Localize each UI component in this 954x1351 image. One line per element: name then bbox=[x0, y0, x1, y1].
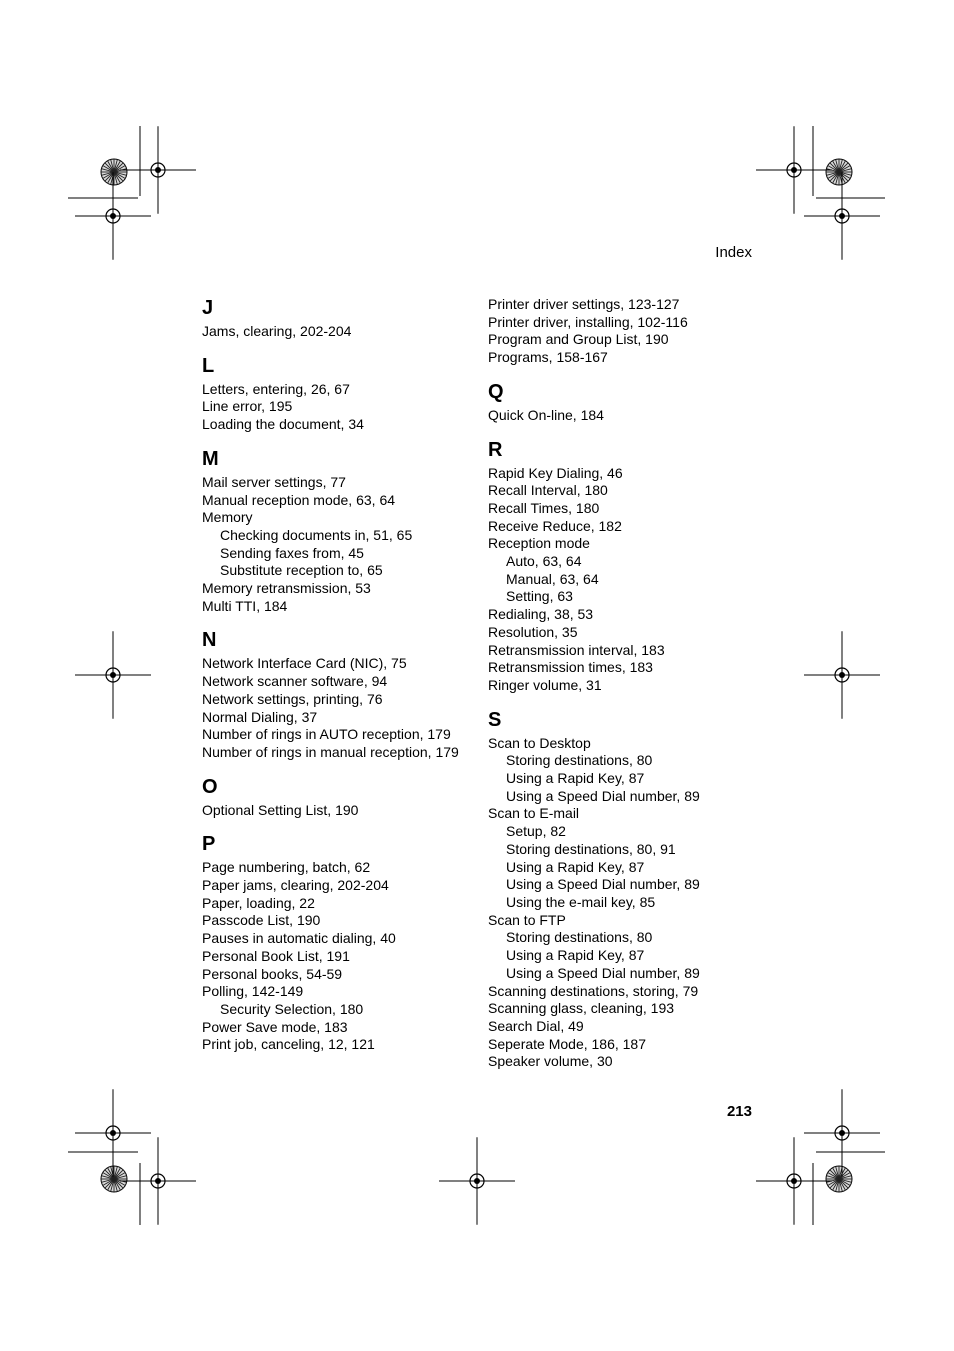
index-entry-list bbox=[488, 735, 768, 1071]
index-subentry: Using a Speed Dial number, 89 bbox=[506, 876, 700, 893]
registration-target-dot bbox=[474, 1178, 480, 1184]
index-subentry: Setting, 63 bbox=[506, 588, 573, 605]
index-section bbox=[488, 296, 768, 367]
index-entry: Quick On-line, 184 bbox=[488, 406, 604, 423]
index-subentry: Using a Rapid Key, 87 bbox=[506, 858, 645, 875]
registration-target-dot bbox=[839, 1130, 845, 1136]
index-entry: Passcode List, 190 bbox=[202, 912, 321, 929]
index-section bbox=[202, 296, 482, 341]
section-letter-heading: J bbox=[202, 297, 214, 319]
index-entry: Network scanner software, 94 bbox=[202, 673, 388, 690]
index-entry: Power Save mode, 183 bbox=[202, 1018, 348, 1035]
index-entry: Memory bbox=[202, 509, 253, 526]
section-letter-heading: P bbox=[202, 833, 216, 856]
index-section bbox=[488, 708, 768, 1071]
index-entry: Receive Reduce, 182 bbox=[488, 517, 622, 534]
index-subentry: Using a Rapid Key, 87 bbox=[506, 947, 645, 964]
index-entry: Mail server settings, 77 bbox=[202, 473, 346, 490]
index-entry: Number of rings in AUTO reception, 179 bbox=[202, 726, 451, 743]
index-subentry: Storing destinations, 80 bbox=[506, 752, 653, 769]
index-entry: Paper, loading, 22 bbox=[202, 894, 315, 911]
index-entry: Seperate Mode, 186, 187 bbox=[488, 1035, 647, 1052]
index-subentry: Using a Rapid Key, 87 bbox=[506, 770, 645, 787]
registration-target-dot bbox=[791, 1178, 797, 1184]
registration-target-dot bbox=[839, 672, 845, 678]
index-entry-list bbox=[202, 655, 482, 761]
index-entry: Paper jams, clearing, 202-204 bbox=[202, 877, 389, 894]
index-subentry: Using the e-mail key, 85 bbox=[506, 893, 656, 910]
registration-target-dot bbox=[110, 1130, 116, 1136]
index-subentry: Manual, 63, 64 bbox=[506, 570, 599, 587]
index-entry: Manual reception mode, 63, 64 bbox=[202, 491, 396, 508]
section-letter-heading: Q bbox=[488, 380, 504, 403]
index-subentry: Security Selection, 180 bbox=[220, 1000, 364, 1017]
index-entry: Redialing, 38, 53 bbox=[488, 606, 594, 623]
index-entry: Rapid Key Dialing, 46 bbox=[488, 464, 623, 481]
registration-target-dot bbox=[110, 672, 116, 678]
index-subentry: Setup, 82 bbox=[506, 823, 566, 840]
index-entry: Scanning destinations, storing, 79 bbox=[488, 982, 699, 999]
index-entry-list bbox=[488, 465, 768, 695]
section-letter-heading: N bbox=[202, 629, 217, 652]
index-entry: Search Dial, 49 bbox=[488, 1017, 584, 1034]
index-entry: Retransmission interval, 183 bbox=[488, 641, 665, 658]
index-subentry: Using a Speed Dial number, 89 bbox=[506, 787, 700, 804]
index-subentry: Storing destinations, 80 bbox=[506, 929, 653, 946]
page-number: 213 bbox=[726, 1103, 752, 1120]
index-entry-list bbox=[202, 381, 482, 434]
index-entry: Scan to E-mail bbox=[488, 805, 580, 822]
index-entry: Page numbering, batch, 62 bbox=[202, 859, 371, 876]
index-entry: Network Interface Card (NIC), 75 bbox=[202, 655, 407, 672]
index-section bbox=[202, 628, 482, 761]
index-entry: Print job, canceling, 12, 121 bbox=[202, 1036, 375, 1053]
registration-target-dot bbox=[839, 213, 845, 219]
index-entry: Multi TTI, 184 bbox=[202, 597, 288, 614]
index-subentry: Auto, 63, 64 bbox=[506, 553, 582, 570]
registration-target-dot bbox=[791, 167, 797, 173]
index-entry: Program and Group List, 190 bbox=[488, 331, 669, 348]
index-entry: Scan to FTP bbox=[488, 911, 566, 928]
index-subentry: Substitute reception to, 65 bbox=[220, 562, 383, 579]
index-entry: Polling, 142-149 bbox=[202, 983, 304, 1000]
section-letter-heading: O bbox=[202, 775, 218, 798]
index-entry-list bbox=[202, 323, 482, 341]
index-section bbox=[488, 438, 768, 695]
index-subentry: Using a Speed Dial number, 89 bbox=[506, 964, 700, 981]
index-entry: Resolution, 35 bbox=[488, 623, 578, 640]
index-section bbox=[488, 380, 768, 425]
index-entry: Loading the document, 34 bbox=[202, 416, 364, 433]
index-entry-list bbox=[202, 474, 482, 616]
index-column-right bbox=[488, 296, 768, 1084]
index-entry: Optional Setting List, 190 bbox=[202, 801, 359, 818]
registration-target-dot bbox=[155, 1178, 161, 1184]
index-entry-list bbox=[488, 407, 768, 425]
index-entry: Ringer volume, 31 bbox=[488, 676, 602, 693]
index-entry: Recall Interval, 180 bbox=[488, 482, 608, 499]
section-letter-heading: L bbox=[202, 354, 215, 377]
index-section bbox=[202, 832, 482, 1054]
index-entry: Memory retransmission, 53 bbox=[202, 580, 371, 597]
index-entry: Letters, entering, 26, 67 bbox=[202, 380, 350, 397]
index-entry: Printer driver settings, 123-127 bbox=[488, 296, 680, 312]
index-entry: Number of rings in manual reception, 179 bbox=[202, 743, 459, 760]
index-entry: Normal Dialing, 37 bbox=[202, 708, 318, 725]
index-entry: Programs, 158-167 bbox=[488, 349, 608, 366]
index-entry: Speaker volume, 30 bbox=[488, 1053, 613, 1070]
index-entry: Printer driver, installing, 102-116 bbox=[488, 313, 688, 330]
index-entry-list bbox=[202, 802, 482, 820]
index-entry: Retransmission times, 183 bbox=[488, 659, 653, 676]
index-entry: Scan to Desktop bbox=[488, 734, 591, 751]
index-section bbox=[202, 354, 482, 434]
index-entry: Network settings, printing, 76 bbox=[202, 690, 383, 707]
section-letter-heading: M bbox=[202, 447, 219, 470]
index-entry: Scanning glass, cleaning, 193 bbox=[488, 1000, 675, 1017]
registration-target-dot bbox=[110, 213, 116, 219]
section-letter-heading: R bbox=[488, 438, 503, 461]
registration-target-dot bbox=[155, 167, 161, 173]
index-entry: Personal books, 54-59 bbox=[202, 965, 343, 982]
index-entry: Personal Book List, 191 bbox=[202, 947, 350, 964]
section-letter-heading: S bbox=[488, 708, 502, 731]
index-section bbox=[202, 447, 482, 616]
index-entry: Reception mode bbox=[488, 535, 590, 552]
index-entry-list bbox=[488, 296, 768, 367]
index-column-left bbox=[202, 296, 482, 1067]
index-entry: Recall Times, 180 bbox=[488, 499, 600, 516]
index-subentry: Sending faxes from, 45 bbox=[220, 544, 364, 561]
index-section bbox=[202, 775, 482, 820]
index-subentry: Storing destinations, 80, 91 bbox=[506, 840, 676, 857]
index-entry: Pauses in automatic dialing, 40 bbox=[202, 930, 396, 947]
running-header-title: Index bbox=[715, 244, 752, 261]
index-entry: Line error, 195 bbox=[202, 398, 293, 415]
index-entry-list bbox=[202, 859, 482, 1054]
index-subentry: Checking documents in, 51, 65 bbox=[220, 526, 413, 543]
index-entry: Jams, clearing, 202-204 bbox=[202, 323, 352, 339]
